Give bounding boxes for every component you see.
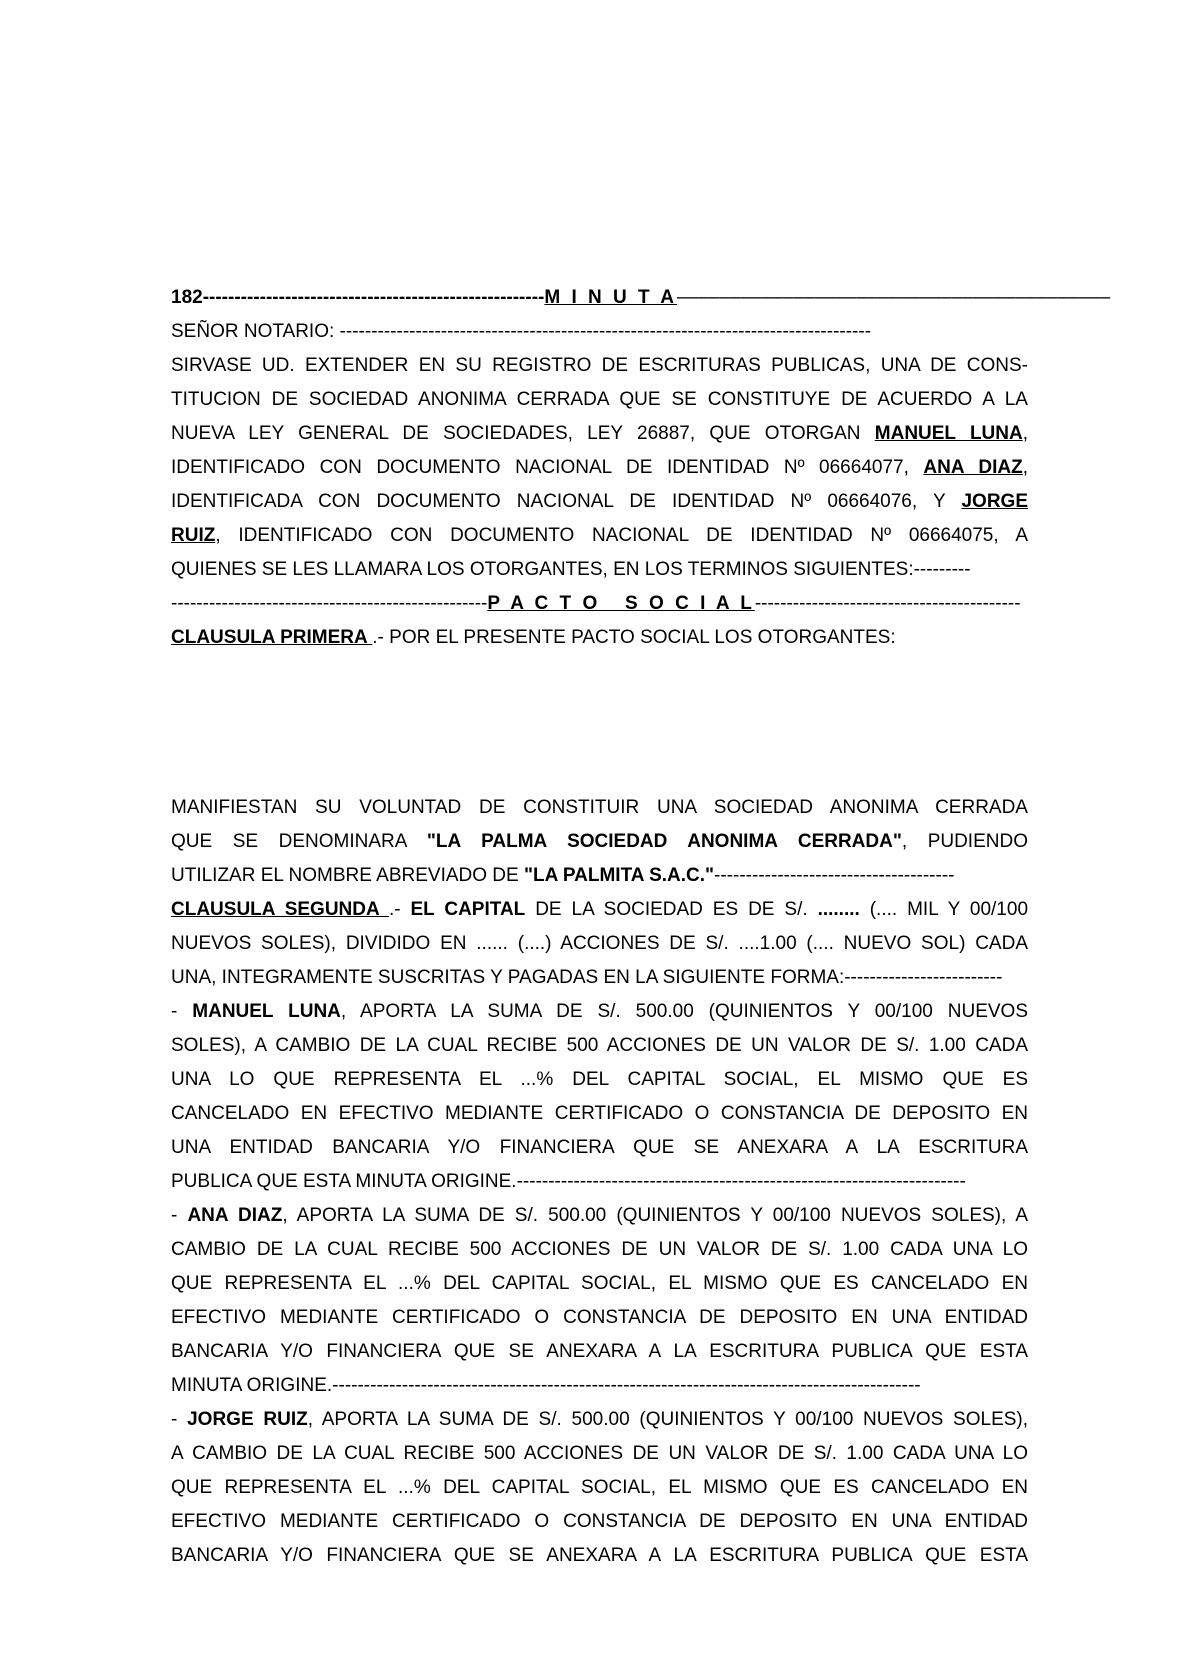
greeting-line [171,320,1028,344]
document-number: 182 [171,287,203,308]
intro-line-4 [171,456,1028,480]
aporte-manuel-line-6-dashes: ----------------------------------------------------------------------- [516,1171,966,1192]
aporte-manuel-name: MANUEL LUNA [192,1001,341,1022]
capital-label: EL CAPITAL [410,899,526,920]
pacto-social-title: P A C T O S O C I A L [487,593,755,614]
clausula-segunda-line-3-text: UNA, INTEGRAMENTE SUSCRITAS Y PAGADAS EN LA SIGUIENTE FORMA: [171,967,845,988]
aporte-jorge-line-5: BANCARIA Y/O FINANCIERA QUE SE ANEXARA A LA ESCRITURA PUBLICA QUE ESTA [171,1545,1028,1566]
aporte-manuel-text: , APORTA LA SUMA DE S/. 500.00 (QUINIENTOS Y 00/100 NUEVOS [340,1001,1029,1022]
aporte-manuel-line-6 [171,1170,1028,1194]
intro-line-1: SIRVASE UD. EXTENDER EN SU REGISTRO DE ESCRITURAS PUBLICAS, UNA DE CONS- [171,355,1028,376]
intro-line-6-text: , IDENTIFICADO CON DOCUMENTO NACIONAL DE IDENTIDAD Nº 06664075, A [215,525,1028,546]
aporte-manuel-dash: - [171,1001,193,1022]
aporte-ana-line-5: BANCARIA Y/O FINANCIERA QUE SE ANEXARA A LA ESCRITURA PUBLICA QUE ESTA [171,1341,1028,1362]
manifiestan-line-2 [171,830,1028,854]
intro-line-7-text: QUIENES SE LES LLAMARA LOS OTORGANTES, EN LOS TERMINOS SIGUIENTES: [171,559,914,580]
aporte-ana-line-6-dashes: --------------------------------------------------------------------------------------------- [332,1375,921,1396]
intro-line-4-end: , [1022,457,1029,478]
aporte-jorge-dash: - [171,1409,188,1430]
clausula-segunda-text-b: (.... MIL Y 00/100 [859,899,1029,920]
clausula-segunda-line-2: NUEVOS SOLES), DIVIDIDO EN ...... (....) ACCIONES DE S/. ....1.00 (.... NUEVO SOL) CADA [171,933,1028,954]
aporte-manuel-line-1 [171,1000,1028,1024]
clausula-primera-line [171,626,1028,650]
clausula-segunda-line-3-dashes: ------------------------- [844,967,1003,988]
clausula-segunda-line-1 [171,898,1028,922]
pacto-lead-dashes: -------------------------------------------------- [171,593,488,614]
manifiestan-line-1: MANIFIESTAN SU VOLUNTAD DE CONSTITUIR UNA SOCIEDAD ANONIMA CERRADA [171,797,1028,818]
aporte-ana-line-2: CAMBIO DE LA CUAL RECIBE 500 ACCIONES DE UN VALOR DE S/. 1.00 CADA UNA LO [171,1239,1028,1260]
clausula-primera-text: .- POR EL PRESENTE PACTO SOCIAL LOS OTORGANTES: [372,627,896,648]
aporte-ana-text: , APORTA LA SUMA DE S/. 500.00 (QUINIENTOS Y 00/100 NUEVOS SOLES), A [282,1205,1028,1226]
intro-line-4-text: IDENTIFICADO CON DOCUMENTO NACIONAL DE IDENTIDAD Nº 06664077, [171,457,924,478]
greeting-text: SEÑOR NOTARIO: [171,321,340,342]
manifiestan-line-3 [171,864,1028,888]
aporte-jorge-line-4: EFECTIVO MEDIANTE CERTIFICADO O CONSTANCIA DE DEPOSITO EN UNA ENTIDAD [171,1511,1028,1532]
clausula-primera-label: CLAUSULA PRIMERA [171,627,373,648]
aporte-manuel-line-6-text: PUBLICA QUE ESTA MINUTA ORIGINE. [171,1171,517,1192]
clausula-segunda-line-3 [171,966,1028,990]
intro-line-7 [171,558,1028,582]
aporte-manuel-line-3: UNA LO QUE REPRESENTA EL ...% DEL CAPITAL SOCIAL, EL MISMO QUE ES [171,1069,1028,1090]
party-name-jorge: JORGE [961,491,1028,512]
heading-trail-dashes: ––––––––––––––––––––––––––––––––––––––––– [676,287,1111,308]
aporte-ana-line-6-text: MINUTA ORIGINE. [171,1375,333,1396]
greeting-dashes: ------------------------------------------------------------------------------------ [339,321,872,342]
manifiestan-line-3-dashes: -------------------------------------- [714,865,955,886]
aporte-jorge-line-2: A CAMBIO DE LA CUAL RECIBE 500 ACCIONES DE UN VALOR DE S/. 1.00 CADA UNA LO [171,1443,1028,1464]
intro-line-3 [171,422,1028,446]
capital-amount-placeholder: ........ [817,899,860,920]
party-name-ana: ANA DIAZ [923,457,1023,478]
aporte-ana-line-4: EFECTIVO MEDIANTE CERTIFICADO O CONSTANCIA DE DEPOSITO EN UNA ENTIDAD [171,1307,1028,1328]
aporte-ana-line-3: QUE REPRESENTA EL ...% DEL CAPITAL SOCIAL, EL MISMO QUE ES CANCELADO EN [171,1273,1028,1294]
aporte-jorge-name: JORGE RUIZ [187,1409,308,1430]
intro-line-3-text: NUEVA LEY GENERAL DE SOCIEDADES, LEY 26887, QUE OTORGAN [171,423,875,444]
clausula-segunda-sep: .- [388,899,411,920]
party-name-ruiz: RUIZ [171,525,216,546]
manifiestan-line-2-end: , PUDIENDO [901,831,1028,852]
aporte-jorge-text: , APORTA LA SUMA DE S/. 500.00 (QUINIENTOS Y 00/100 NUEVOS SOLES), [307,1409,1029,1430]
company-short-name: "LA PALMITA S.A.C." [523,865,715,886]
manifiestan-line-3-text: UTILIZAR EL NOMBRE ABREVIADO DE [171,865,524,886]
party-name-manuel: MANUEL LUNA [874,423,1023,444]
company-name: "LA PALMA SOCIEDAD ANONIMA CERRADA" [426,831,902,852]
aporte-manuel-line-2: SOLES), A CAMBIO DE LA CUAL RECIBE 500 ACCIONES DE UN VALOR DE S/. 1.00 CADA [171,1035,1028,1056]
aporte-manuel-line-5: UNA ENTIDAD BANCARIA Y/O FINANCIERA QUE SE ANEXARA A LA ESCRITURA [171,1137,1028,1158]
aporte-ana-line-6 [171,1374,1028,1398]
manifiestan-line-2-text: QUE SE DENOMINARA [171,831,427,852]
intro-line-5-text: IDENTIFICADA CON DOCUMENTO NACIONAL DE IDENTIDAD Nº 06664076, Y [171,491,962,512]
aporte-ana-name: ANA DIAZ [187,1205,283,1226]
intro-line-3-end: , [1022,423,1028,444]
pacto-trail-dashes: ------------------------------------------ [754,593,1021,614]
clausula-segunda-text-a: DE LA SOCIEDAD ES DE S/. [525,899,818,920]
intro-line-2: TITUCION DE SOCIEDAD ANONIMA CERRADA QUE SE CONSTITUYE DE ACUERDO A LA [171,389,1028,410]
aporte-jorge-line-3: QUE REPRESENTA EL ...% DEL CAPITAL SOCIAL, EL MISMO QUE ES CANCELADO EN [171,1477,1028,1498]
minuta-title: M I N U T A [544,287,677,308]
intro-line-7-dashes: --------- [913,559,971,580]
intro-line-5 [171,490,1028,514]
aporte-jorge-line-1 [171,1408,1028,1432]
clausula-segunda-label: CLAUSULA SEGUNDA [171,899,389,920]
aporte-ana-line-1 [171,1204,1028,1228]
minuta-heading [171,286,1111,310]
aporte-ana-dash: - [171,1205,188,1226]
aporte-manuel-line-4: CANCELADO EN EFECTIVO MEDIANTE CERTIFICADO O CONSTANCIA DE DEPOSITO EN [171,1103,1028,1124]
intro-line-6 [171,524,1028,548]
heading-lead-dashes: ------------------------------------------------------ [202,287,545,308]
pacto-social-heading [171,592,1028,616]
